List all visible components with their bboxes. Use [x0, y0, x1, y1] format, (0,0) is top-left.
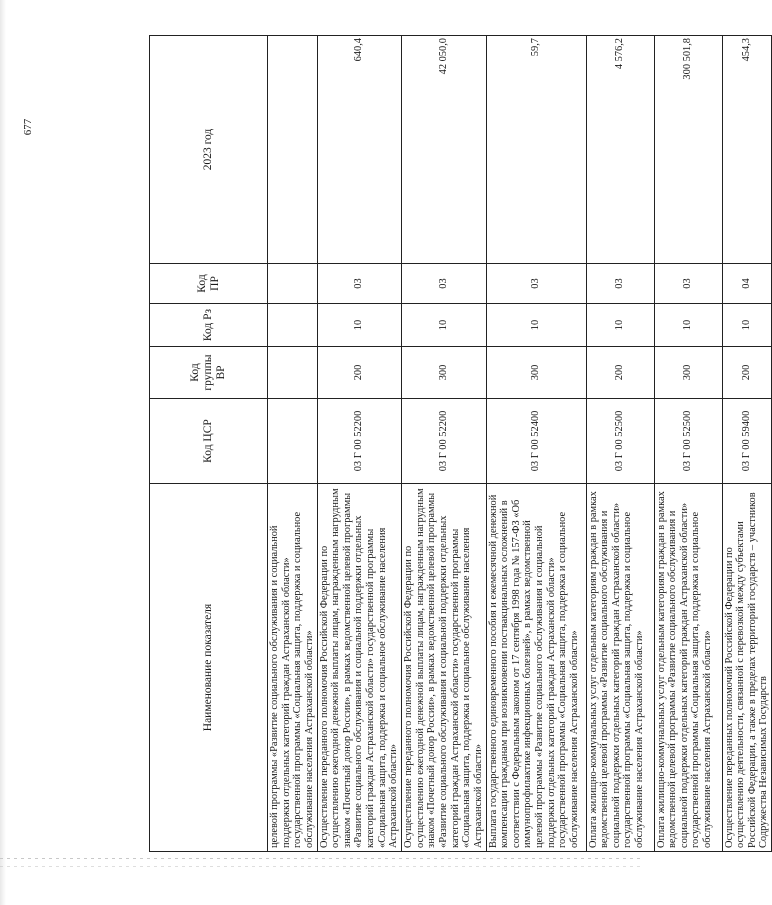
cell-vr: 300 — [654, 347, 722, 399]
header-pr: Код ПР — [150, 264, 268, 304]
table-row — [722, 36, 772, 852]
budget-table — [149, 35, 772, 852]
scan-artifact-line — [0, 866, 640, 867]
table-row — [486, 36, 586, 852]
cell-rz: 10 — [486, 304, 586, 347]
cell-csr: 03 Г 00 52200 — [402, 399, 486, 484]
cell-value: 42 050,0 — [402, 36, 486, 264]
cell-value — [268, 36, 318, 264]
table-row — [317, 36, 401, 852]
cell-rz: 10 — [586, 304, 654, 347]
cell-csr: 03 Г 00 52400 — [486, 399, 586, 484]
cell-pr: 04 — [722, 264, 772, 304]
cell-vr: 300 — [402, 347, 486, 399]
cell-vr: 300 — [486, 347, 586, 399]
cell-name: Осуществление переданных полномочий Российской Федерации по осуществлению деятельности, связанной с перевозкой между субъектами Российской Федерации, а также в пределах территорий государств – участников Содружества Независимых Государств — [722, 484, 772, 852]
cell-name: Оплата жилищно-коммунальных услуг отдельным категориям граждан в рамках ведомственной целевой программы «Развитие социального обслуживания и социальной поддержки отдельных категорий граждан Астраханской области» государственной программы «Социальная защита, поддержка и социальное обслуживание населения Астраханской области» — [654, 484, 722, 852]
cell-pr — [268, 264, 318, 304]
cell-csr: 03 Г 00 52500 — [654, 399, 722, 484]
cell-vr — [268, 347, 318, 399]
cell-pr: 03 — [586, 264, 654, 304]
cell-value: 640,4 — [317, 36, 401, 264]
cell-rz: 10 — [654, 304, 722, 347]
page-number: 677 — [22, 118, 34, 136]
cell-csr — [268, 399, 318, 484]
cell-vr: 200 — [722, 347, 772, 399]
table-row — [654, 36, 722, 852]
cell-value: 59,7 — [486, 36, 586, 264]
table-row — [402, 36, 486, 852]
cell-name: целевой программы «Развитие социального обслуживания и социальной поддержки отдельных категорий граждан Астраханской области» государственной программы «Социальная защита, поддержка и социальное обслуживание населения Астраханской области» — [268, 484, 318, 852]
cell-rz: 10 — [722, 304, 772, 347]
cell-value: 454,3 — [722, 36, 772, 264]
cell-name: Осуществление переданного полномочия Российской Федерации по осуществлению ежегодной денежной выплаты лицам, награжденным нагрудным знаком «Почетный донор России», в рамках ведомственной целевой программы «Развитие социального обслуживания и социальной поддержки отдельных категорий граждан Астраханской области» государственной программы «Социальная защита, поддержка и социальное обслуживание населения Астраханской области» — [317, 484, 401, 852]
cell-pr: 03 — [402, 264, 486, 304]
header-name: Наименование показателя — [150, 484, 268, 852]
scan-edge-shadow — [0, 0, 6, 905]
table-row — [586, 36, 654, 852]
cell-rz: 10 — [317, 304, 401, 347]
cell-vr: 200 — [586, 347, 654, 399]
header-rz: Код Рз — [150, 304, 268, 347]
scan-artifact-line — [0, 858, 640, 859]
cell-pr: 03 — [654, 264, 722, 304]
cell-value: 300 501,8 — [654, 36, 722, 264]
cell-value: 4 576,2 — [586, 36, 654, 264]
table-row — [268, 36, 318, 852]
cell-csr: 03 Г 00 52200 — [317, 399, 401, 484]
cell-pr: 03 — [317, 264, 401, 304]
cell-csr: 03 Г 00 52500 — [586, 399, 654, 484]
cell-pr: 03 — [486, 264, 586, 304]
cell-name: Выплата государственного единовременного пособия и ежемесячной денежной компенсации гражданам при возникновении поствакцинальных осложнений в соответствии с Федеральным законом от 17 сентября 1998 года № 157-ФЗ «Об иммунопрофилактике инфекционных болезней», в рамках ведомственной целевой программы «Развитие социального обслуживания и социальной поддержки отдельных категорий граждан Астраханской области» государственной программы «Социальная защита, поддержка и социальное обслуживание населения Астраханской области» — [486, 484, 586, 852]
cell-rz — [268, 304, 318, 347]
header-year: 2023 год — [150, 36, 268, 264]
budget-table-container — [149, 36, 770, 852]
table-header-row — [150, 36, 268, 852]
cell-name: Оплата жилищно-коммунальных услуг отдельным категориям граждан в рамках ведомственной целевой программы «Развитие социального обслуживания и социальной поддержки отдельных категорий граждан Астраханской области» государственной программы «Социальная защита, поддержка и социальное обслуживание населения Астраханской области» — [586, 484, 654, 852]
cell-vr: 200 — [317, 347, 401, 399]
header-vr: Код группы ВР — [150, 347, 268, 399]
cell-csr: 03 Г 00 59400 — [722, 399, 772, 484]
cell-name: Осуществление переданного полномочия Российской Федерации по осуществлению ежегодной денежной выплаты лицам, награжденным нагрудным знаком «Почетный донор России», в рамках ведомственной целевой программы «Развитие социального обслуживания и социальной поддержки отдельных категорий граждан Астраханской области» государственной программы «Социальная защита, поддержка и социальное обслуживание населения Астраханской области» — [402, 484, 486, 852]
header-csr: Код ЦСР — [150, 399, 268, 484]
cell-rz: 10 — [402, 304, 486, 347]
